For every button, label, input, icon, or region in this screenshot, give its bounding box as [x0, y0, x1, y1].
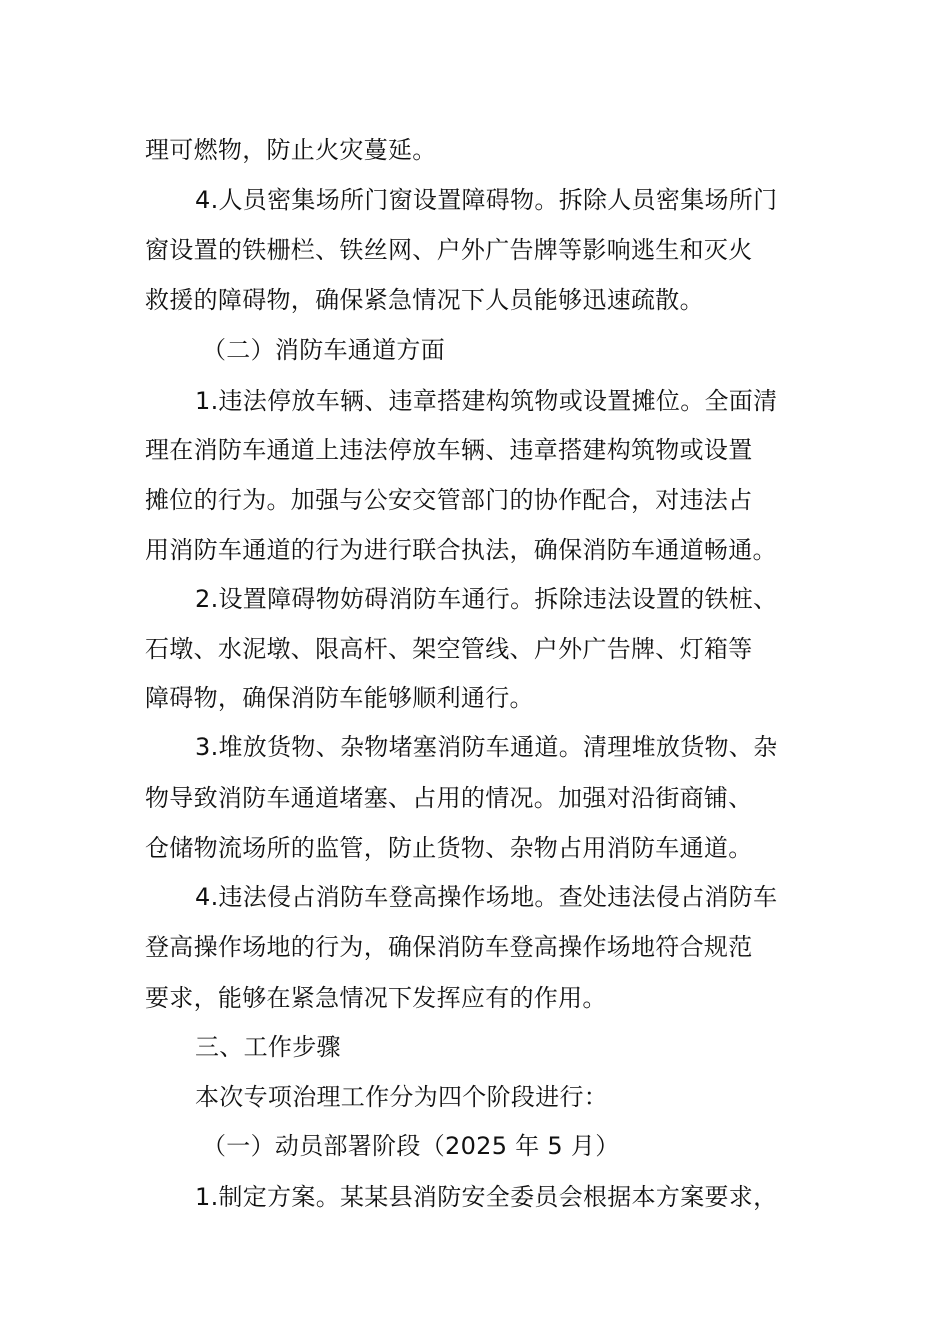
paragraph-line: 理在消防车通道上违法停放车辆、违章搭建构筑物或设置 — [145, 436, 753, 464]
paragraph-line: 障碍物，确保消防车能够顺利通行。 — [145, 684, 534, 712]
paragraph-line: 登高操作场地的行为，确保消防车登高操作场地符合规范 — [145, 933, 753, 961]
paragraph-line: 摊位的行为。加强与公安交管部门的协作配合，对违法占 — [145, 486, 753, 514]
paragraph-line: 4.违法侵占消防车登高操作场地。查处违法侵占消防车 — [195, 883, 778, 911]
paragraph-line: 4.人员密集场所门窗设置障碍物。拆除人员密集场所门 — [195, 186, 778, 214]
paragraph-line: 物导致消防车通道堵塞、占用的情况。加强对沿街商铺、 — [145, 784, 753, 812]
paragraph-line: 2.设置障碍物妨碍消防车通行。拆除违法设置的铁桩、 — [195, 585, 778, 613]
paragraph-line: 窗设置的铁栅栏、铁丝网、户外广告牌等影响逃生和灭火 — [145, 236, 753, 264]
paragraph-line: 3.堆放货物、杂物堵塞消防车通道。清理堆放货物、杂 — [195, 733, 778, 761]
paragraph-line: 石墩、水泥墩、限高杆、架空管线、户外广告牌、灯箱等 — [145, 635, 753, 663]
paragraph-line: 1.制定方案。某某县消防安全委员会根据本方案要求， — [195, 1183, 778, 1211]
paragraph-line: 要求，能够在紧急情况下发挥应有的作用。 — [145, 984, 607, 1012]
section-heading: （二）消防车通道方面 — [202, 336, 445, 364]
paragraph-line: 理可燃物，防止火灾蔓延。 — [145, 136, 437, 164]
paragraph-line: 用消防车通道的行为进行联合执法，确保消防车通道畅通。 — [145, 536, 777, 564]
paragraph-line: 仓储物流场所的监管，防止货物、杂物占用消防车通道。 — [145, 834, 753, 862]
section-heading: 三、工作步骤 — [195, 1033, 341, 1061]
paragraph-line: 救援的障碍物，确保紧急情况下人员能够迅速疏散。 — [145, 286, 704, 314]
paragraph-line: 1.违法停放车辆、违章搭建构筑物或设置摊位。全面清 — [195, 387, 778, 415]
paragraph-line: 本次专项治理工作分为四个阶段进行： — [195, 1083, 609, 1111]
section-heading: （一）动员部署阶段（2025 年 5 月） — [202, 1132, 620, 1160]
